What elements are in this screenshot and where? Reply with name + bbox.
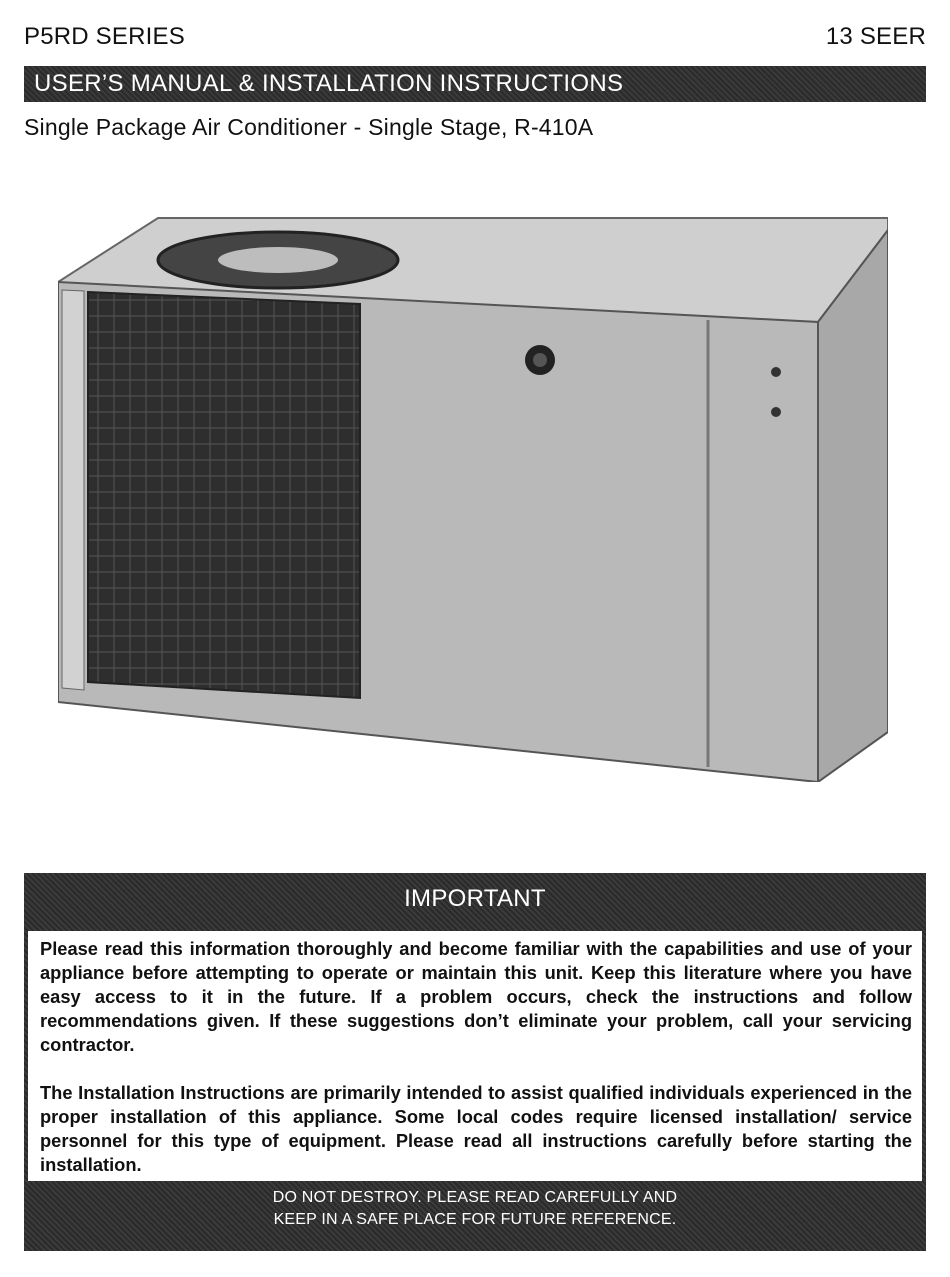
footer-line-1: DO NOT DESTROY. PLEASE READ CAREFULLY AND [272,1189,678,1206]
footer-line-2: KEEP IN A SAFE PLACE FOR FUTURE REFERENCE. [273,1211,677,1228]
do-not-destroy-notice [24,1187,926,1231]
product-subtitle: Single Package Air Conditioner - Single Stage, R-410A [24,114,594,140]
important-title: IMPORTANT [404,885,546,912]
important-notice [24,873,926,1251]
manual-title-banner: USER’S MANUAL & INSTALLATION INSTRUCTIONS [24,66,926,102]
header-row [24,20,926,54]
series-label: P5RD SERIES [24,23,185,50]
seer-rating: 13 SEER [825,23,926,50]
important-body [28,931,922,1181]
air-conditioner-unit-image [58,212,888,782]
read-instructions-paragraph: Please read this information thoroughly and become familiar with the capabilities and use of your appliance before attempting to operate or maintain this unit. Keep this literature where you have easy access to it in the future. If a problem occurs, check the instructions and follow recommendations given. If these suggestions don’t eliminate your problem, call your servicing contractor. [40,938,912,1055]
installation-paragraph: The Installation Instructions are primarily intended to assist qualified individuals experienced in the proper installation of this appliance. Some local codes require licensed installation/ service personnel for this type of equipment. Please read all instructions carefully before starting the installation. [40,1082,912,1175]
